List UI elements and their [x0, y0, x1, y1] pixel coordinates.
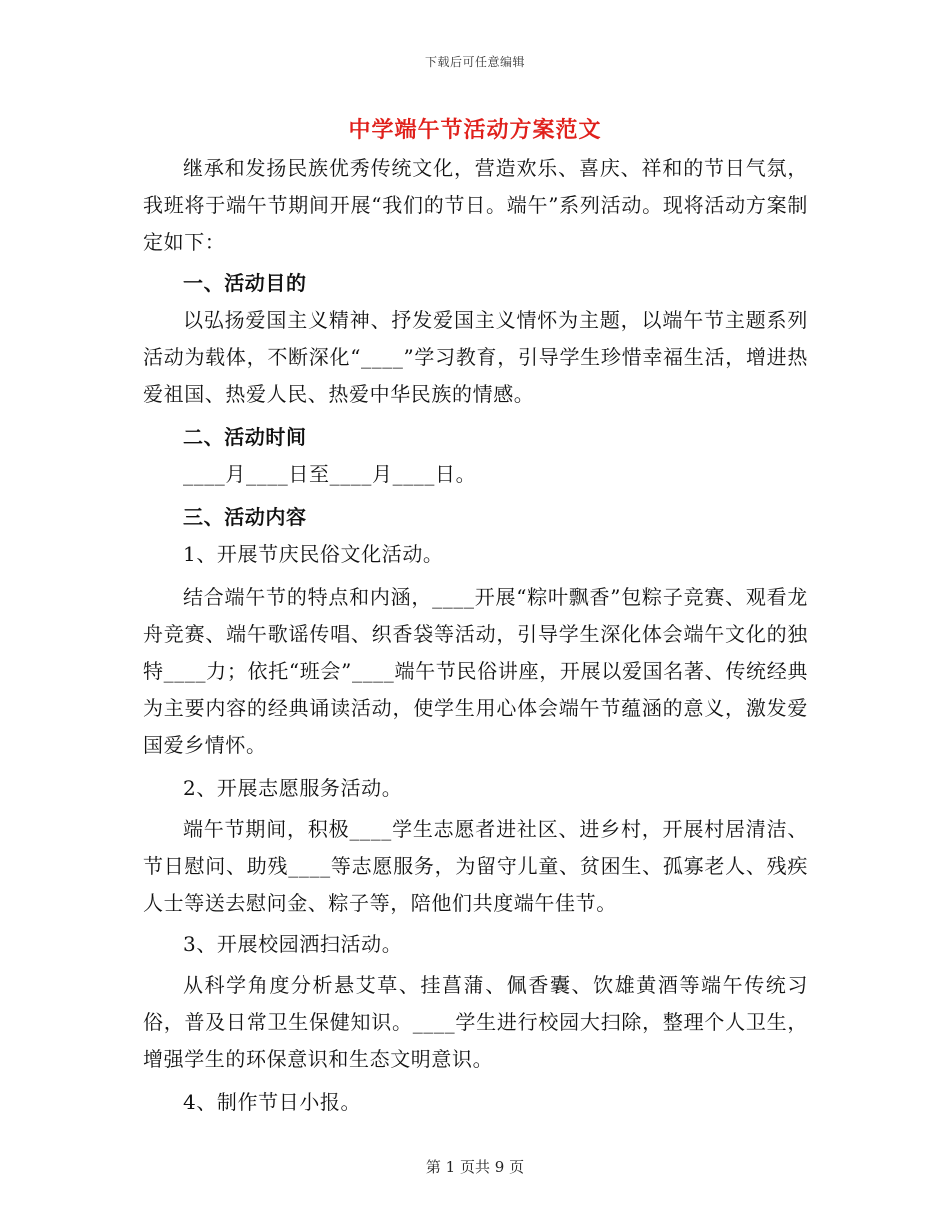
header-note: 下载后可任意编辑	[424, 55, 525, 69]
item-heading-folk-culture: 1、开展节庆民俗文化活动。	[183, 542, 444, 566]
intro-paragraph: 继承和发扬民族优秀传统文化，营造欢乐、喜庆、祥和的节日气氛，我班将于端午节期间开展“我们的节日。端午”系列活动。现将活动方案制定如下：	[143, 156, 808, 254]
item-heading-volunteer: 2、开展志愿服务活动。	[183, 776, 403, 800]
section-body-time: ____月____日至____月____日。	[183, 462, 477, 486]
section-heading-time: 二、活动时间	[183, 425, 307, 449]
section-heading-purpose: 一、活动目的	[183, 271, 307, 295]
item-heading-cleaning: 3、开展校园洒扫活动。	[183, 932, 403, 956]
item-body-volunteer: 端午节期间，积极____学生志愿者进社区、进乡村，开展村居清洁、节日慰问、助残____等志愿服务，为留守儿童、贫困生、孤寡老人、残疾人士等送去慰问金、粽子等，陪他们共度端午佳节。	[143, 817, 808, 915]
document-title: 中学端午节活动方案范文	[348, 117, 602, 143]
document-body	[143, 150, 808, 1121]
item-heading-newspaper: 4、制作节日小报。	[183, 1090, 362, 1114]
item-body-folk-culture: 结合端午节的特点和内涵，____开展“粽叶飘香”包粽子竞赛、观看龙舟竞赛、端午歌谣传唱、织香袋等活动，引导学生深化体会端午文化的独特____力；依托“班会”____端午节民俗讲座，开展以爱国名著、传统经典为主要内容的经典诵读活动，使学生用心体会端午节蕴涵的意义，激发爱国爱乡情怀。	[143, 585, 808, 757]
section-heading-content: 三、活动内容	[183, 505, 307, 529]
item-body-cleaning: 从科学角度分析悬艾草、挂菖蒲、佩香囊、饮雄黄酒等端午传统习俗，普及日常卫生保健知识。____学生进行校园大扫除，整理个人卫生，增强学生的环保意识和生态文明意识。	[143, 973, 808, 1071]
section-body-purpose: 以弘扬爱国主义精神、抒发爱国主义情怀为主题，以端午节主题系列活动为载体，不断深化“____”学习教育，引导学生珍惜幸福生活，增进热爱祖国、热爱人民、热爱中华民族的情感。	[143, 308, 808, 406]
page-footer: 第 1 页共 9 页	[425, 1158, 525, 1176]
